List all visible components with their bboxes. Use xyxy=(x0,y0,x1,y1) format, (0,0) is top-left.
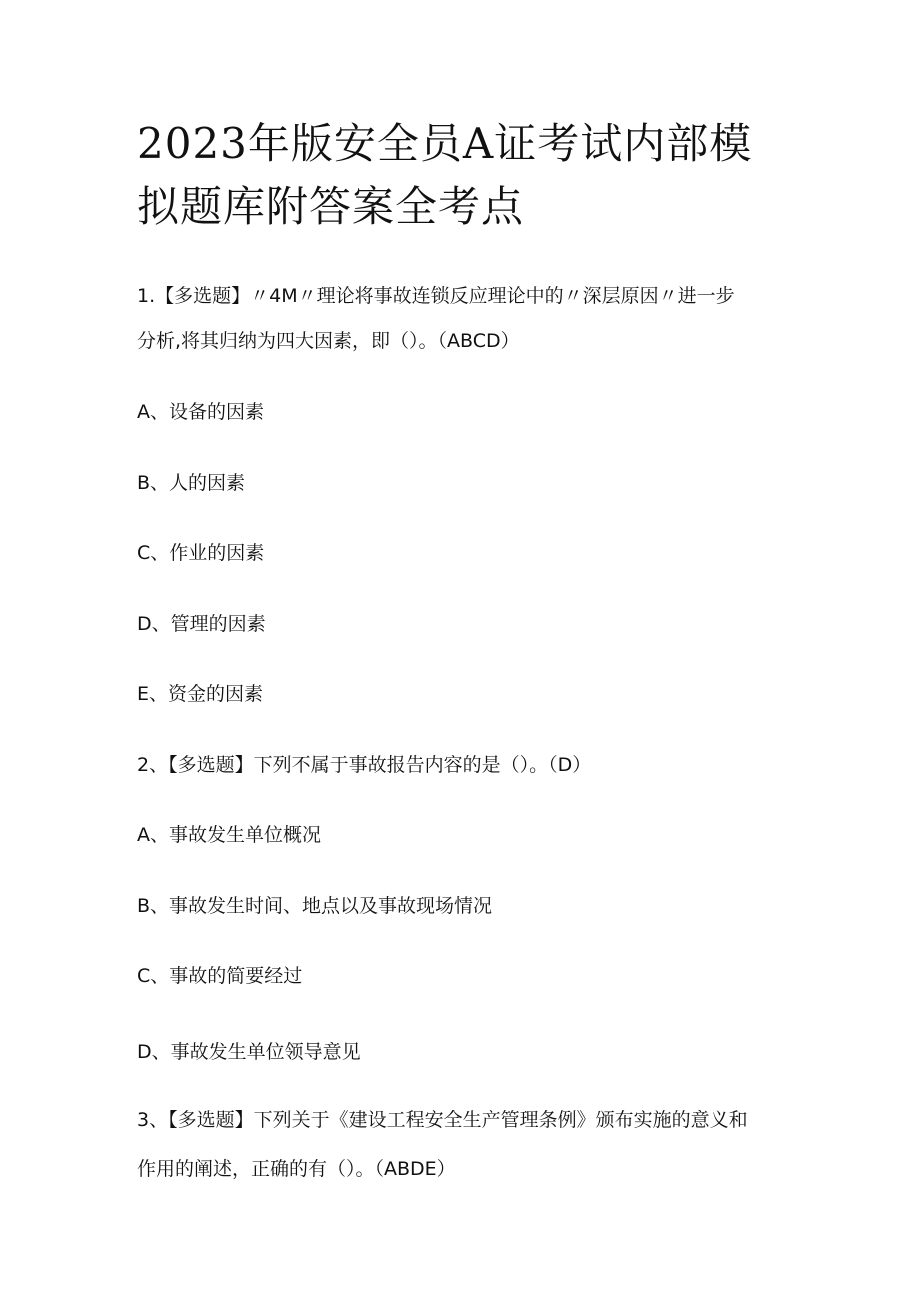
question-1-option-d: D、管理的因素 xyxy=(137,613,266,635)
question-2-option-a: A、事故发生单位概况 xyxy=(137,824,321,846)
question-1-stem-line-2: 分析,将其归纳为四大因素，即（）。（ABCD） xyxy=(137,330,520,352)
question-2-option-c: C、事故的简要经过 xyxy=(137,965,303,987)
question-1-stem-line-1: 1.【多选题】〃4M〃理论将事故连锁反应理论中的〃深层原因〃进一步 xyxy=(137,285,735,307)
question-2-option-b: B、事故发生时间、地点以及事故现场情况 xyxy=(137,895,493,917)
question-2-option-d: D、事故发生单位领导意见 xyxy=(137,1041,361,1063)
question-1-option-a: A、设备的因素 xyxy=(137,401,264,423)
document-title xyxy=(137,112,797,238)
question-3-stem-line-1: 3、【多选题】下列关于《建设工程安全生产管理条例》颁布实施的意义和 xyxy=(137,1109,748,1131)
question-1-option-e: E、资金的因素 xyxy=(137,683,264,705)
document-title-line-1: 2023年版安全员A证考试内部模 xyxy=(137,119,753,168)
question-1-option-c: C、作业的因素 xyxy=(137,542,265,564)
question-1-option-b: B、人的因素 xyxy=(137,472,246,494)
question-2-stem-line-1: 2、【多选题】下列不属于事故报告内容的是（）。（D） xyxy=(137,754,592,776)
question-3-stem-line-2: 作用的阐述，正确的有（）。（ABDE） xyxy=(137,1158,456,1180)
document-title-line-2: 拟题库附答案全考点 xyxy=(137,182,525,231)
